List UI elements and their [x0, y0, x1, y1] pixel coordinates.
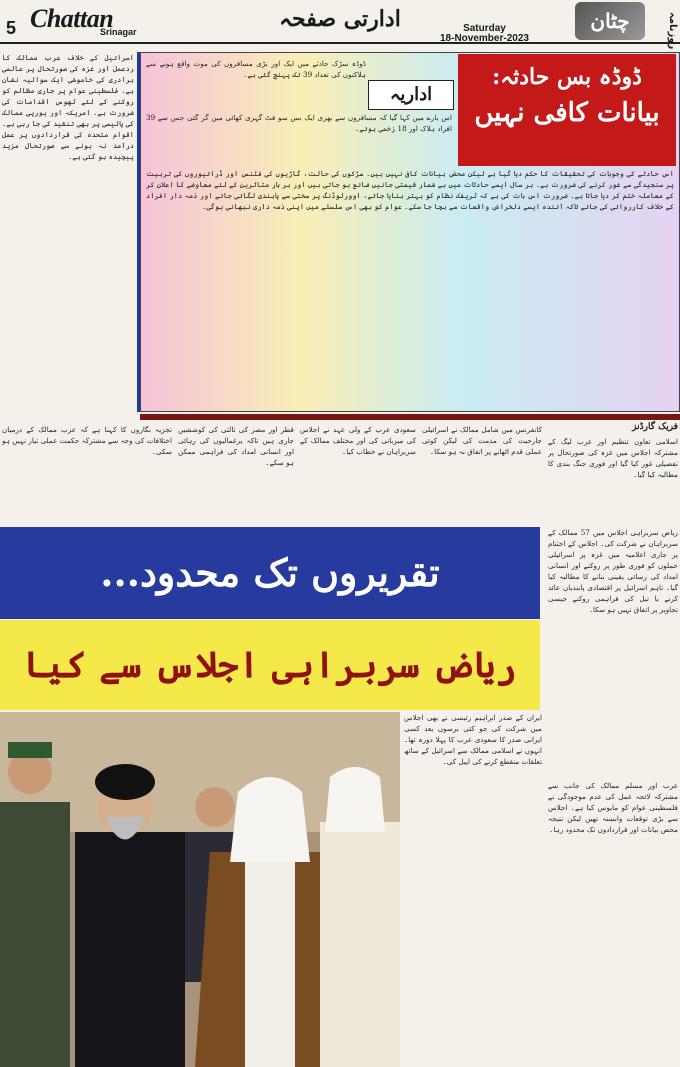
summit-photo: [0, 712, 400, 1067]
editorial-para-1: [146, 58, 366, 98]
photo-side-text: ایران کے صدر ابراہیم رئیسی نے بھی اجلاس میں شرکت کی جو کئی برسوں بعد کسی ایرانی صدر کا سعودی عرب کا پہلا دورہ تھا۔ انہوں نے اسلامی ممالک سے اسرائیل کے ساتھ تعلقات منقطع کرنے کی اپیل کی۔: [404, 713, 542, 766]
article-column-3-text: سعودی عرب کے ولی عہد نے اجلاس کی میزبانی کی اور مختلف ممالک کے سربراہان نے خطاب کیا۔: [300, 425, 416, 456]
editorial-text-3: اس حادثے کی وجوہات کی تحقیقات کا حکم دیا گیا ہے لیکن محض بیانات کافی نہیں ہیں۔ سڑکوں کی حالت، گاڑیوں کی فٹنس اور ڈرائیوروں کی تربیت پر سنجیدگی سے غور کرنے کی ضرورت ہے۔ ہر سال ایسے حادثات میں بے شمار قیمتی جانیں ضائع ہو جاتی ہیں اور ہر بار متاثرین کے لئے معاوضے کا اعلان کر کے معاملہ ختم کر دیا جاتا ہے۔ ضرورت اس بات کی ہے کہ ٹریفک نظام کو بہتر بنایا جائے، اوورلوڈنگ پر سختی سے پابندی لگائی جائے اور ذمہ دار افراد کے خلاف کارروائی کی جائے تاکہ آئندہ ایسے دلخراش واقعات سے بچا جا سکے۔ عوام کو بھی اس سلسلے میں اپنی ذمہ داری نبھانی ہوگی۔: [146, 169, 674, 211]
article-column-5: [2, 424, 172, 524]
masthead: [0, 0, 680, 50]
day-label: Saturday: [463, 23, 506, 34]
right-lower-text: عرب اور مسلم ممالک کی جانب سے مشترکہ لائحہ عمل کی عدم موجودگی نے فلسطینی عوام کو مایوس کیا ہے۔ اجلاس سے بڑی توقعات وابستہ تھیں لیکن نتیجہ محض بیانات اور قراردادوں تک محدود رہا۔: [548, 781, 678, 834]
newspaper-logo: چٹان: [575, 2, 645, 40]
column-heading: فریک گارڈنز: [632, 422, 678, 432]
article-column-3: [300, 424, 416, 524]
page-number: 5: [6, 18, 17, 38]
article-column-4-text: قطر اور مصر کی ثالثی کی کوششیں جاری ہیں تاکہ یرغمالیوں کی رہائی اور انسانی امداد کی فراہمی ممکن ہو سکے۔: [178, 425, 294, 467]
editorial-headline: [458, 54, 676, 166]
editorial-para-3: [146, 168, 674, 406]
left-column-article: [2, 52, 134, 412]
banner-headline-blue: تقریروں تک محدود...: [0, 527, 540, 619]
article-column-4: [178, 424, 294, 524]
article-column-1: [548, 436, 678, 524]
right-column-text: ریاض سربراہی اجلاس میں 57 ممالک کے سربراہان نے شرکت کی۔ اجلاس کے اختتام پر جاری اعلامیہ میں غزہ پر اسرائیلی حملوں کو فوری طور پر روکنے اور انسانی امداد کی رسائی یقینی بنانے کا مطالبہ کیا گیا۔ تاہم اسرائیل پر اقتصادی پابندیاں عائد کرنے یا تیل کی فراہمی روکنے جیسی تجاویز پر اتفاق نہیں ہو سکا۔: [548, 528, 678, 614]
editorial-label: اداریہ: [368, 80, 454, 110]
left-column-text: اسرائیل کے خلاف عرب ممالک کا ردعمل اور غزہ کی صورتحال پر عالمی برادری کی خاموشی ایک سوالیہ نشان ہے۔ فلسطینی عوام پر جاری مظالم کو روکنے کے لئے ٹھوس اقدامات کی ضرورت ہے۔ امریکہ اور یورپی ممالک کی پالیسی پر بھی تنقید کی جا رہی ہے۔ اقوام متحدہ کی قراردادوں پر عمل درآمد نہ ہونے سے صورتحال مزید پیچیدہ ہو گئی ہے۔: [2, 53, 134, 161]
section-title: ادارتی صفحہ: [279, 6, 401, 32]
roznama-label: روزنامہ: [667, 12, 678, 50]
photo-side-article: [404, 712, 542, 1067]
right-lower-article: [548, 780, 678, 1067]
section-band: [140, 414, 680, 420]
article-column-5-text: تجزیہ نگاروں کا کہنا ہے کہ عرب ممالک کے درمیان اختلافات کی وجہ سے مشترکہ حکمت عملی تیار نہیں ہو سکی۔: [2, 425, 172, 456]
article-column-2-text: کانفرنس میں شامل ممالک نے اسرائیلی جارحیت کی مذمت کی لیکن کوئی عملی قدم اٹھانے پر اتفاق نہ ہو سکا۔: [422, 425, 542, 456]
right-column-article: [548, 527, 678, 777]
banner-headline-yellow: ریاض سربراہی اجلاس سے کیا: [0, 620, 540, 710]
editorial-para-2: [146, 112, 452, 166]
newspaper-brand: Chattan: [30, 4, 114, 33]
editorial-headline-line1: ڈوڈہ بس حادثہ:: [492, 64, 642, 90]
date-label: 18-November-2023: [440, 33, 529, 44]
summit-photo-illustration: [0, 712, 400, 1067]
editorial-headline-line2: بیانات کافی نہیں: [474, 98, 660, 128]
article-column-1-text: اسلامی تعاون تنظیم اور عرب لیگ کے مشترکہ اجلاس میں غزہ کی صورتحال پر تفصیلی غور کیا گیا اور فوری جنگ بندی کا مطالبہ کیا گیا۔: [548, 437, 678, 479]
article-column-2: [422, 424, 542, 524]
editorial-text-1: ڈوڈہ سڑک حادثے میں ایک اور بڑی مسافروں کی موت واقع ہونے سے ہلاکتوں کی تعداد 39 تک پہنچ گئی ہے۔: [146, 59, 366, 79]
editorial-text-2: اس بارے میں کہا گیا کہ مسافروں سے بھری ایک بس سو فٹ گہری کھائی میں گر گئی جس سے 39 افراد ہلاک اور 18 زخمی ہوئے۔: [146, 113, 452, 133]
date-box: [440, 24, 529, 44]
brand-city: Srinagar: [100, 27, 137, 37]
